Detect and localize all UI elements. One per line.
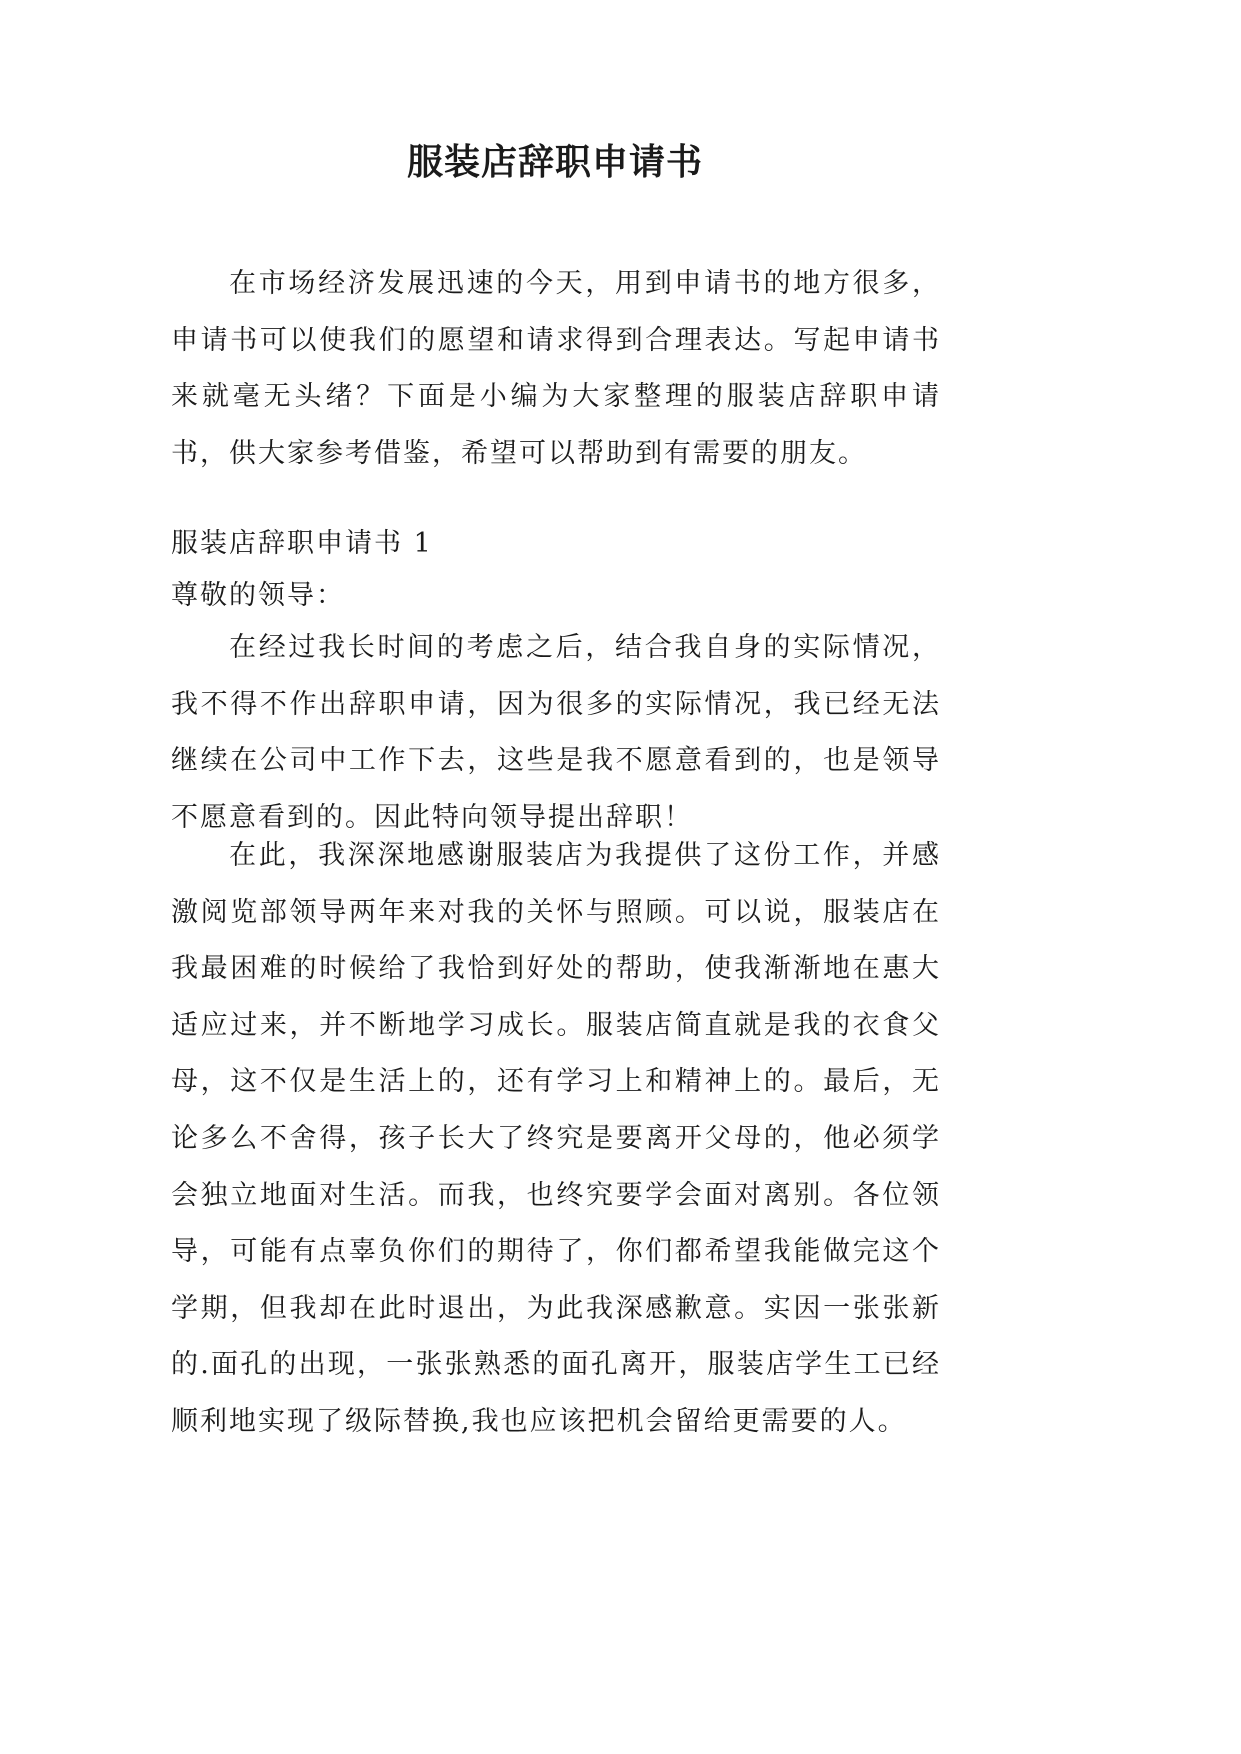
body-paragraph-1: 在经过我长时间的考虑之后，结合我自身的实际情况，我不得不作出辞职申请，因为很多的实际情况，我已经无法继续在公司中工作下去，这些是我不愿意看到的，也是领导不愿意看到的。因此特向领导提出辞职！ [171, 632, 941, 833]
section-heading: 服装店辞职申请书 1 [171, 528, 433, 559]
salutation: 尊敬的领导： [171, 580, 345, 611]
document-title: 服装店辞职申请书 [406, 141, 703, 183]
intro-paragraph: 在市场经济发展迅速的今天，用到申请书的地方很多，申请书可以使我们的愿望和请求得到合理表达。写起申请书来就毫无头绪？下面是小编为大家整理的服装店辞职申请书，供大家参考借鉴，希望可以帮助到有需要的朋友。 [171, 268, 941, 469]
body-paragraph-2: 在此，我深深地感谢服装店为我提供了这份工作，并感激阅览部领导两年来对我的关怀与照顾。可以说，服装店在我最困难的时候给了我恰到好处的帮助，使我渐渐地在惠大适应过来，并不断地学习成长。服装店简直就是我的衣食父母，这不仅是生活上的，还有学习上和精神上的。最后，无论多么不舍得，孩子长大了终究是要离开父母的，他必须学会独立地面对生活。而我，也终究要学会面对离别。各位领导，可能有点辜负你们的期待了，你们都希望我能做完这个学期，但我却在此时退出，为此我深感歉意。实因一张张新的.面孔的出现，一张张熟悉的面孔离开，服装店学生工已经顺利地实现了级际替换,我也应该把机会留给更需要的人。 [171, 840, 941, 1437]
